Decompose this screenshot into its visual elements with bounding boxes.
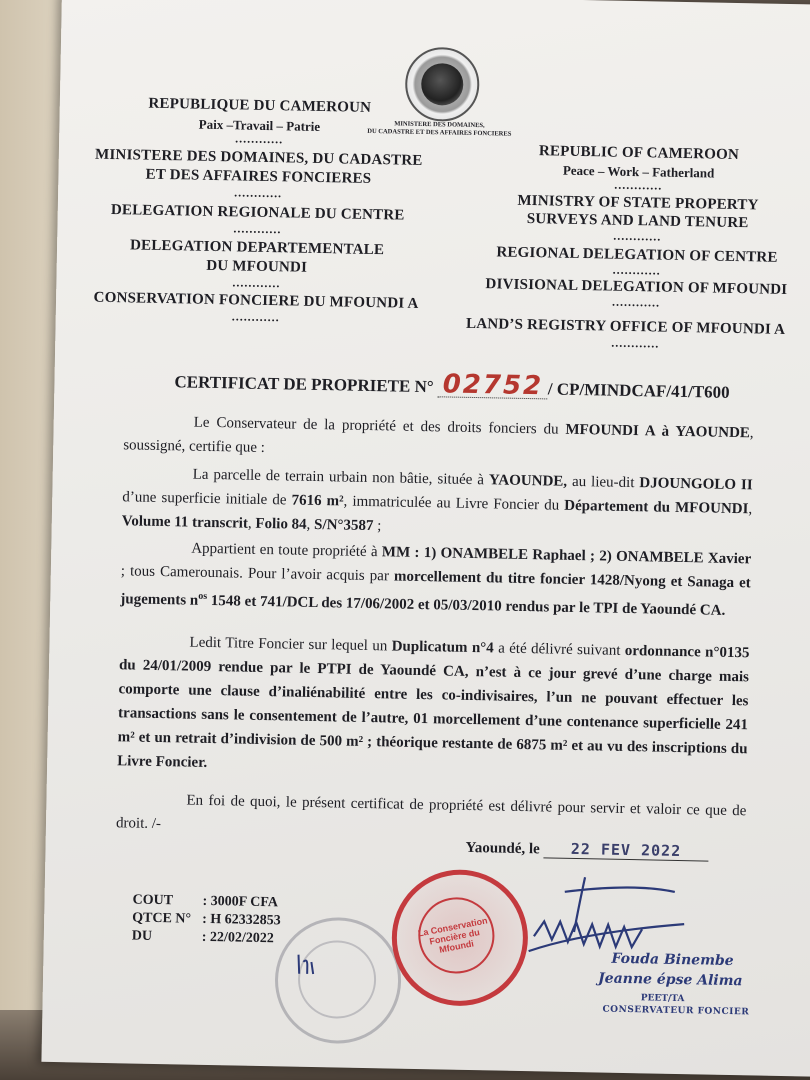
header-fr-country: REPUBLIQUE DU CAMEROUN — [148, 95, 372, 116]
header-en-office: LAND’S REGISTRY OFFICE OF MFOUNDI A — [465, 315, 786, 338]
paragraph-5: En foi de quoi, le présent certificat de propriété est délivré pour servir et valoir ce que de droit. /- — [115, 792, 747, 833]
logo-caption: MINISTERE DES DOMAINES, DU CADASTRE ET DES AFFAIRES FONCIERES — [367, 120, 512, 138]
certificate-paper — [41, 0, 810, 1077]
certificate-title: CERTIFICAT DE PROPRIETE N° 02752 / CP/MINDCAF/41/T600 — [174, 369, 730, 402]
certificate-number: 02752 — [442, 369, 544, 402]
header-en-dots-3: ............ — [612, 262, 661, 278]
signatory-title-line2: CONSERVATEUR FONCIER — [602, 1004, 750, 1018]
signatory-name-line1: Fouda Binembe — [611, 950, 734, 970]
header-en-divisional: DIVISIONAL DELEGATION OF MFOUNDI — [485, 276, 788, 298]
header-fr-departmental-line2: DU MFOUNDI — [206, 257, 308, 276]
header-en-motto: Peace – Work – Fatherland — [562, 162, 715, 181]
header-en-dots-4: ............ — [611, 294, 661, 310]
initials-mark — [293, 950, 324, 981]
header-fr-office: CONSERVATION FONCIERE DU MFOUNDI A — [93, 289, 419, 312]
signatory-name-line2: Jeanne épse Alima — [597, 970, 743, 990]
paragraph-1: Le Conservateur de la propriété et des droits fonciers du MFOUNDI A à YAOUNDE, soussigné, certifie que : — [123, 414, 754, 456]
header-en-ministry-line2: SURVEYS AND LAND TENURE — [526, 210, 749, 232]
embossed-seal — [274, 916, 402, 1044]
signatory-title-line1: PEET/TA — [640, 993, 685, 1005]
paragraph-3: Appartient en toute propriété à MM : 1) ONAMBELE Raphael ; 2) ONAMBELE Xavier ; tous Camerounais. Pour l’avoir acquis par morcellement du titre foncier 1428/Nyong et Sanaga et jugements $n^{os}$ 1548 et 741/DCL des 17/06/2002 et 05/03/2010 rendus par le TPI de Yaoundé CA. — [120, 540, 752, 619]
date-stamp: 22 FEV 2022 — [543, 839, 708, 861]
header-en-regional: REGIONAL DELEGATION OF CENTRE — [496, 244, 778, 266]
header-fr-dots-5: ............ — [231, 309, 280, 325]
paragraph-2: La parcelle de terrain urbain non bâtie, située à YAOUNDE, au lieu-dit DJOUNGOLO II d’une superficie initiale de 7616 m², immatriculée au Livre Foncier du Département du MFOUNDI, Volume 11 transcrit, Folio 84, S/N°3587 ; — [121, 466, 753, 535]
header-en-dots-5: ............ — [611, 335, 660, 351]
header-en-ministry-line1: MINISTRY OF STATE PROPERTY — [517, 192, 759, 214]
header-fr-regional: DELEGATION REGIONALE DU CENTRE — [110, 201, 405, 224]
header-fr-dots-4: ............ — [232, 275, 281, 291]
ministry-seal-logo — [405, 47, 480, 122]
header-fr-dots-2: ............ — [234, 185, 283, 201]
header-fr-ministry-line1: MINISTERE DES DOMAINES, DU CADASTRE — [94, 146, 423, 169]
official-red-stamp: La Conservation Foncière du Mfoundi — [380, 858, 539, 1017]
header-en-dots-2: ............ — [613, 228, 662, 244]
header-fr-motto: Paix –Travail – Patrie — [198, 116, 321, 134]
header-fr-dots-1: ............ — [235, 131, 284, 147]
header-en-dots-1: ............ — [614, 177, 663, 193]
header-fr-dots-3: ............ — [233, 221, 282, 237]
header-en-country: REPUBLIC OF CAMEROON — [538, 143, 740, 164]
signature-place-date: Yaoundé, le 22 FEV 2022 — [465, 838, 708, 862]
header-fr-ministry-line2: ET DES AFFAIRES FONCIERES — [145, 166, 372, 187]
fees-block: COUT : 3000F CFA QTCE N° : H 62332853 DU : 22/02/2022 — [131, 892, 281, 947]
header-fr-departmental-line1: DELEGATION DEPARTEMENTALE — [129, 237, 385, 259]
paragraph-4: Ledit Titre Foncier sur lequel un Duplicatum n°4 a été délivré suivant ordonnance n°0135 du 24/01/2009 rendue par le PTPI de Yaoundé CA, n’est à ce jour grevé d’une charge mais comporte une clause d’inaliénabilité entre les co-indivisaires, l’un ne pouvant effectuer les transactions sans le consentement de l’autre, 01 morcellement d’une contenance superficielle 241 m² et un retrait d’indivision de 500 m² ; théorique restante de 6875 m² et au vu des inscriptions du Livre Foncier. — [117, 634, 750, 771]
